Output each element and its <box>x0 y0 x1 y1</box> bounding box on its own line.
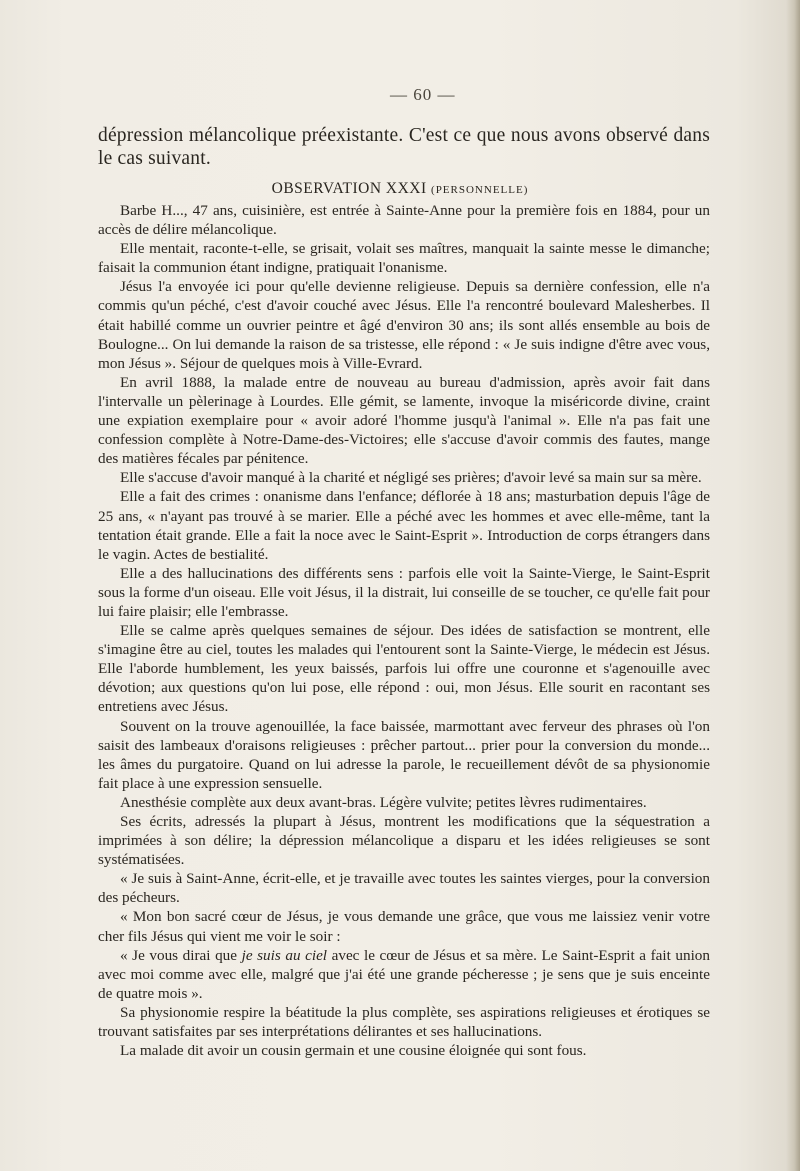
paragraph-6: Elle a fait des crimes : onanisme dans l'enfance; déflorée à 18 ans; masturbation depuis l'âge de 25 ans, « n'ayant pas trouvé à se marier. Elle a péché avec les hommes et avec elle-même, tant la tentation était grande. Elle a fait la noce avec le Saint-Esprit ». Introduction de corps étrangers dans le vagin. Actes de bestialité. <box>98 488 710 563</box>
paragraph-3: Jésus l'a envoyée ici pour qu'elle devienne religieuse. Depuis sa dernière confession, elle n'a commis qu'un péché, c'est d'avoir couché avec Jésus. Elle l'a rencontré boulevard Malesherbes. Il était habillé comme un ouvrier peintre et âgé d'environ 30 ans; ils sont allés ensemble au bois de Boulogne... On lui demande la raison de sa tristesse, elle répond : « Je suis indigne d'être avec vous, mon Jésus ». Séjour de quelques mois à Ville-Evrard. <box>98 278 710 372</box>
paragraph-8: Elle se calme après quelques semaines de séjour. Des idées de satisfaction se montrent, elle s'imagine être au ciel, toutes les malades qui l'entourent sont la Sainte-Vierge, le médecin est Jésus. Elle l'aborde humblement, les yeux baissés, parfois lui offre une couronne et s'agenouille avec dévotion; aux questions qu'on lui pose, elle répond : oui, mon Jésus. Elle sourit en racontant ses entretiens avec Jésus. <box>98 622 710 716</box>
paragraph-4: En avril 1888, la malade entre de nouveau au bureau d'admission, après avoir fait dans l'intervalle un pèlerinage à Lourdes. Elle gémit, se lamente, invoque la miséricorde divine, craint une expiation exemplaire pour « avoir adoré l'homme jusqu'à l'animal ». Elle n'a pas fait une confession complète à Notre-Dame-des-Victoires; elle s'accuse d'avoir commis des fautes, mange des matières fécales par pénitence. <box>98 373 710 468</box>
paragraph-1: Barbe H..., 47 ans, cuisinière, est entrée à Sainte-Anne pour la première fois en 1884, pour un accès de délire mélancolique. <box>98 202 710 239</box>
paragraph-14: « Je vous dirai que je suis au ciel avec le cœur de Jésus et sa mère. Le Saint-Esprit a fait union avec moi comme avec elle, malgré que j'ai été une grande pécheresse ; je sens que je suis enceinte de quatre mois ». <box>98 946 710 1002</box>
observation-qualifier: (PERSONNELLE) <box>431 184 529 196</box>
page-number: — 60 — <box>390 85 456 104</box>
observation-heading <box>0 180 800 198</box>
paragraph-15: Sa physionomie respire la béatitude la plus complète, ses aspirations religieuses et érotiques se trouvant satisfaites par ses interprétations délirantes et ses hallucinations. <box>98 1003 710 1041</box>
paragraph-2: Elle mentait, raconte-t-elle, se grisait, volait ses maîtres, manquait la sainte messe le dimanche; faisait la communion étant indigne, pratiquait l'onanisme. <box>98 240 710 277</box>
paragraph-10: Anesthésie complète aux deux avant-bras. Légère vulvite; petites lèvres rudimentaires. <box>120 793 647 811</box>
paragraph-12: « Je suis à Saint-Anne, écrit-elle, et je travaille avec toutes les saintes vierges, pour la conversion des pécheurs. <box>98 870 710 907</box>
paragraph-7: Elle a des hallucinations des différents sens : parfois elle voit la Sainte-Vierge, le Saint-Esprit sous la forme d'un oiseau. Elle voit Jésus, il la distrait, lui conseille de se toucher, ce qu'elle fait pour lui faire plaisir; elle l'embrasse. <box>98 564 710 620</box>
observation-title: OBSERVATION XXXI <box>271 180 427 197</box>
italic-phrase: je suis au ciel <box>241 946 328 964</box>
paragraph-11: Ses écrits, adressés la plupart à Jésus, montrent les modifications que la séquestration a imprimées à son délire; la dépression mélancolique a disparu et les idées religieuses se sont systématisées. <box>98 813 710 869</box>
paragraph-13: « Mon bon sacré cœur de Jésus, je vous demande une grâce, que vous me laissiez venir votre cher fils Jésus qui vient me voir le soir : <box>98 908 710 945</box>
intro-paragraph: dépression mélancolique préexistante. C'est ce que nous avons observé dans le cas suivant. <box>98 125 710 169</box>
paragraph-5: Elle s'accuse d'avoir manqué à la charité et négligé ses prières; d'avoir levé sa main sur sa mère. <box>120 469 702 487</box>
page-edge-shadow <box>786 0 800 1171</box>
observation-body <box>98 201 710 1060</box>
paragraph-16: La malade dit avoir un cousin germain et une cousine éloignée qui sont fous. <box>120 1042 587 1060</box>
paragraph-9: Souvent on la trouve agenouillée, la face baissée, marmottant avec ferveur des phrases où l'on saisit des lambeaux d'oraisons religieuses : prêcher partout... prier pour la conversion du monde... les âmes du purgatoire. Quand on lui adresse la parole, le recueillement dévôt de sa physionomie fait place à une expression sensuelle. <box>98 717 710 792</box>
